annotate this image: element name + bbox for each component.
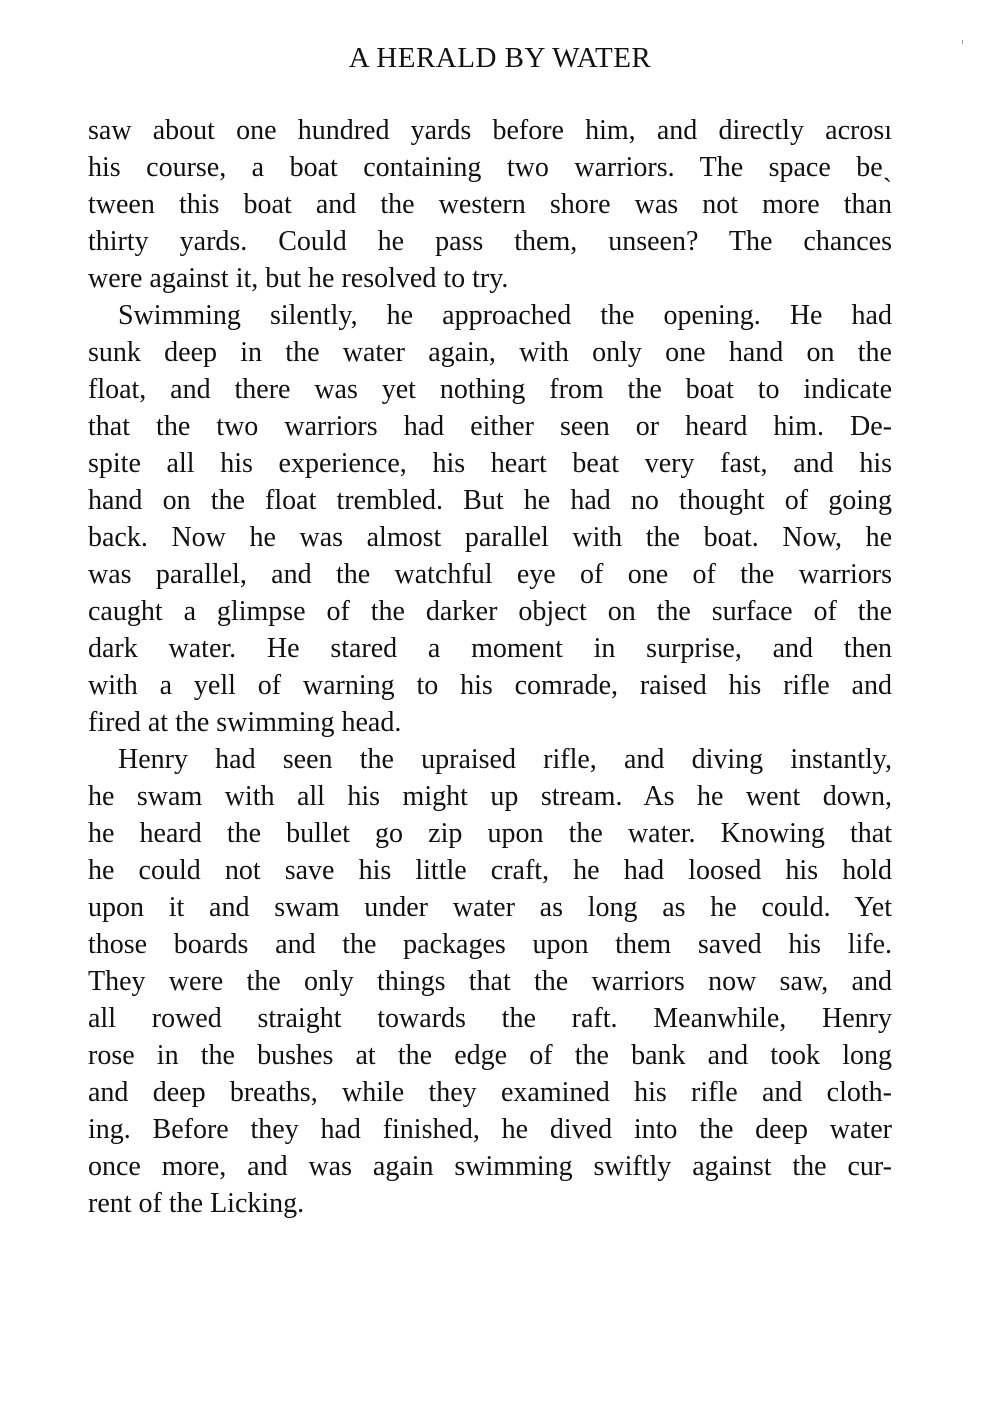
text-line: ing. Before they had finished, he dived into the deep water bbox=[88, 1114, 892, 1145]
text-line: with a yell of warning to his comrade, raised his rifle and bbox=[88, 670, 892, 701]
text-line: tween this boat and the western shore was not more than bbox=[88, 189, 892, 220]
text-line: sunk deep in the water again, with only one hand on the bbox=[88, 337, 892, 368]
text-line: caught a glimpse of the darker object on the surface of the bbox=[88, 596, 892, 627]
text-line: rent of the Licking. bbox=[88, 1188, 305, 1219]
text-line: thirty yards. Could he pass them, unseen? The chances bbox=[88, 226, 892, 257]
text-line: he swam with all his might up stream. As he went down, bbox=[88, 781, 892, 812]
text-line: once more, and was again swimming swiftly against the cur- bbox=[88, 1151, 892, 1182]
paragraph-1 bbox=[88, 112, 892, 297]
paragraph-2 bbox=[88, 297, 892, 741]
running-head: A HERALD BY WATER bbox=[348, 42, 652, 74]
text-line: rose in the bushes at the edge of the bank and took long bbox=[88, 1040, 892, 1071]
text-line: back. Now he was almost parallel with the boat. Now, he bbox=[88, 522, 892, 553]
text-line: were against it, but he resolved to try. bbox=[88, 263, 509, 294]
text-line: saw about one hundred yards before him, and directly acrosı bbox=[88, 115, 892, 146]
text-line: all rowed straight towards the raft. Meanwhile, Henry bbox=[88, 1003, 892, 1034]
paragraph-3 bbox=[88, 741, 892, 1222]
text-line: he heard the bullet go zip upon the water. Knowing that bbox=[88, 818, 892, 849]
text-line: Swimming silently, he approached the opening. He had bbox=[118, 300, 892, 331]
text-line: those boards and the packages upon them saved his life. bbox=[88, 929, 892, 960]
body-text bbox=[88, 112, 892, 1222]
text-line: his course, a boat containing two warriors. The space beˎ bbox=[88, 152, 892, 183]
text-line: They were the only things that the warriors now saw, and bbox=[88, 966, 892, 997]
text-line: upon it and swam under water as long as he could. Yet bbox=[88, 892, 892, 923]
text-line: dark water. He stared a moment in surprise, and then bbox=[88, 633, 892, 664]
text-line: float, and there was yet nothing from the boat to indicate bbox=[88, 374, 892, 405]
text-line: spite all his experience, his heart beat very fast, and his bbox=[88, 448, 892, 479]
text-line: fired at the swimming head. bbox=[88, 707, 402, 738]
text-line: and deep breaths, while they examined his rifle and cloth- bbox=[88, 1077, 892, 1108]
text-line: Henry had seen the upraised rifle, and diving instantly, bbox=[118, 744, 892, 775]
text-line: was parallel, and the watchful eye of one of the warriors bbox=[88, 559, 892, 590]
page-edge-mark bbox=[962, 40, 963, 44]
text-line: hand on the float trembled. But he had no thought of going bbox=[88, 485, 892, 516]
text-line: he could not save his little craft, he had loosed his hold bbox=[88, 855, 892, 886]
text-line: that the two warriors had either seen or heard him. De- bbox=[88, 411, 892, 442]
